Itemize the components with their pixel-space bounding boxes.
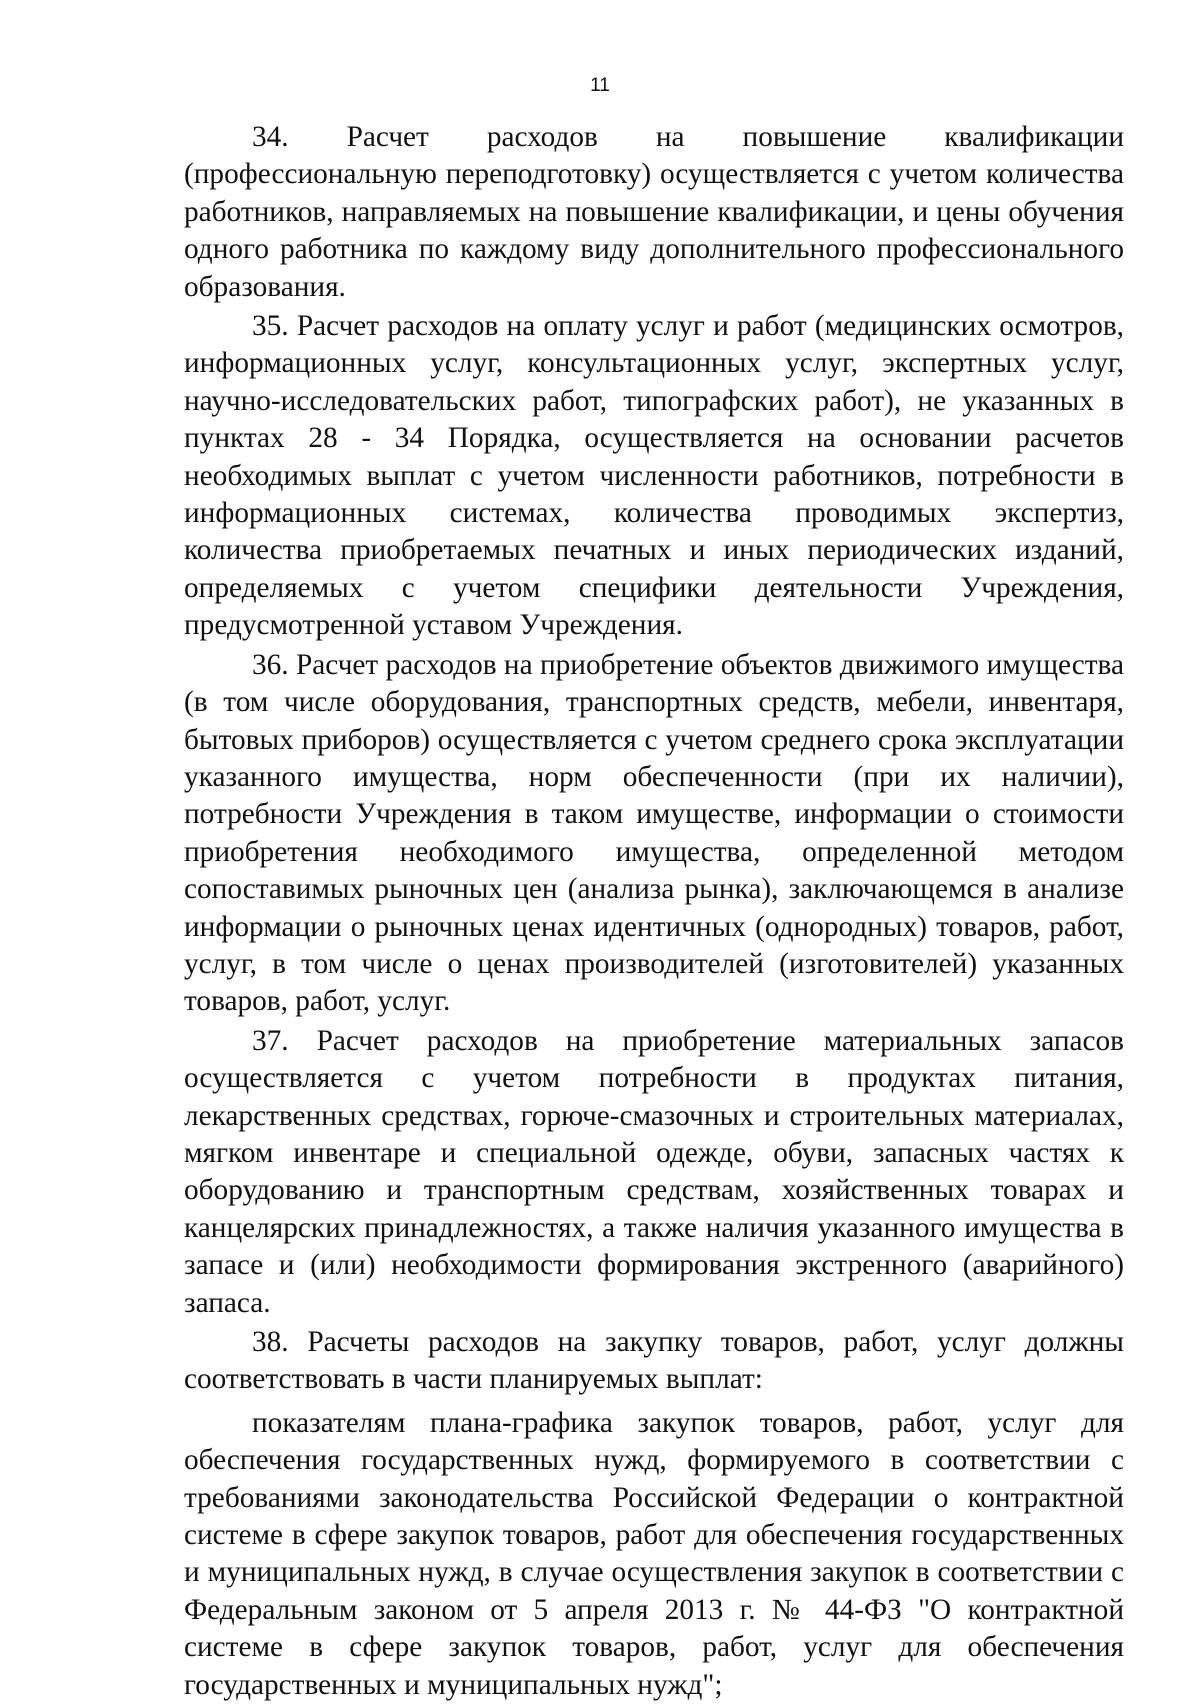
paragraph-37: 37. Расчет расходов на приобретение материальных запасов осуществляется с учетом потребности в продуктах питания, лекарственных средствах, горюче-смазочных и строительных материалах, мягком инвентаре и специальной одежде, обуви, запасных частях к оборудованию и транспортным средствам, хозяйственных товарах и канцелярских принадлежностях, а также наличия указанного имущества в запасе и (или) необходимости формирования экстренного (аварийного) запаса. [184,1024,1124,1319]
paragraph-35: 35. Расчет расходов на оплату услуг и работ (медицинских осмотров, информационных услуг, консультационных услуг, экспертных услуг, научно-исследовательских работ, типографских работ), не указанных в пунктах 28 - 34 Порядка, осуществляется на основании расчетов необходимых выплат с учетом численности работников, потребности в информационных системах, количества проводимых экспертиз, количества приобретаемых печатных и иных периодических изданий, определяемых с учетом специфики деятельности Учреждения, предусмотренной уставом Учреждения. [184,310,1124,642]
paragraph-38: 38. Расчеты расходов на закупку товаров, работ, услуг должны соответствовать в части планируемых выплат: [184,1326,1124,1396]
paragraph-38-item-plan-schedule: показателям плана-графика закупок товаров, работ, услуг для обеспечения государственных нужд, формируемого в соответствии с требованиями законодательства Российской Федерации о контрактной системе в сфере закупок товаров, работ для обеспечения государственных и муниципальных нужд, в случае осуществления закупок в соответствии с Федеральным законом от 5 апреля 2013 г. № 44-ФЗ "О контрактной системе в сфере закупок товаров, работ, услуг для обеспечения государственных и муниципальных нужд"; [184,1406,1124,1701]
paragraph-36: 36. Расчет расходов на приобретение объектов движимого имущества (в том числе оборудования, транспортных средств, мебели, инвентаря, бытовых приборов) осуществляется с учетом среднего срока эксплуатации указанного имущества, норм обеспеченности (при их наличии), потребности Учреждения в таком имуществе, информации о стоимости приобретения необходимого имущества, определенной методом сопоставимых рыночных цен (анализа рынка), заключающемся в анализе информации о рыночных ценах идентичных (однородных) товаров, работ, услуг, в том числе о ценах производителей (изготовителей) указанных товаров, работ, услуг. [184,648,1124,1018]
page-number: 11 [590,75,610,96]
paragraph-34: 34. Расчет расходов на повышение квалификации (профессиональную переподготовку) осуществляется с учетом количества работников, направляемых на повышение квалификации, и цены обучения одного работника по каждому виду дополнительного профессионального образования. [184,121,1124,303]
document-body [184,119,1124,1704]
